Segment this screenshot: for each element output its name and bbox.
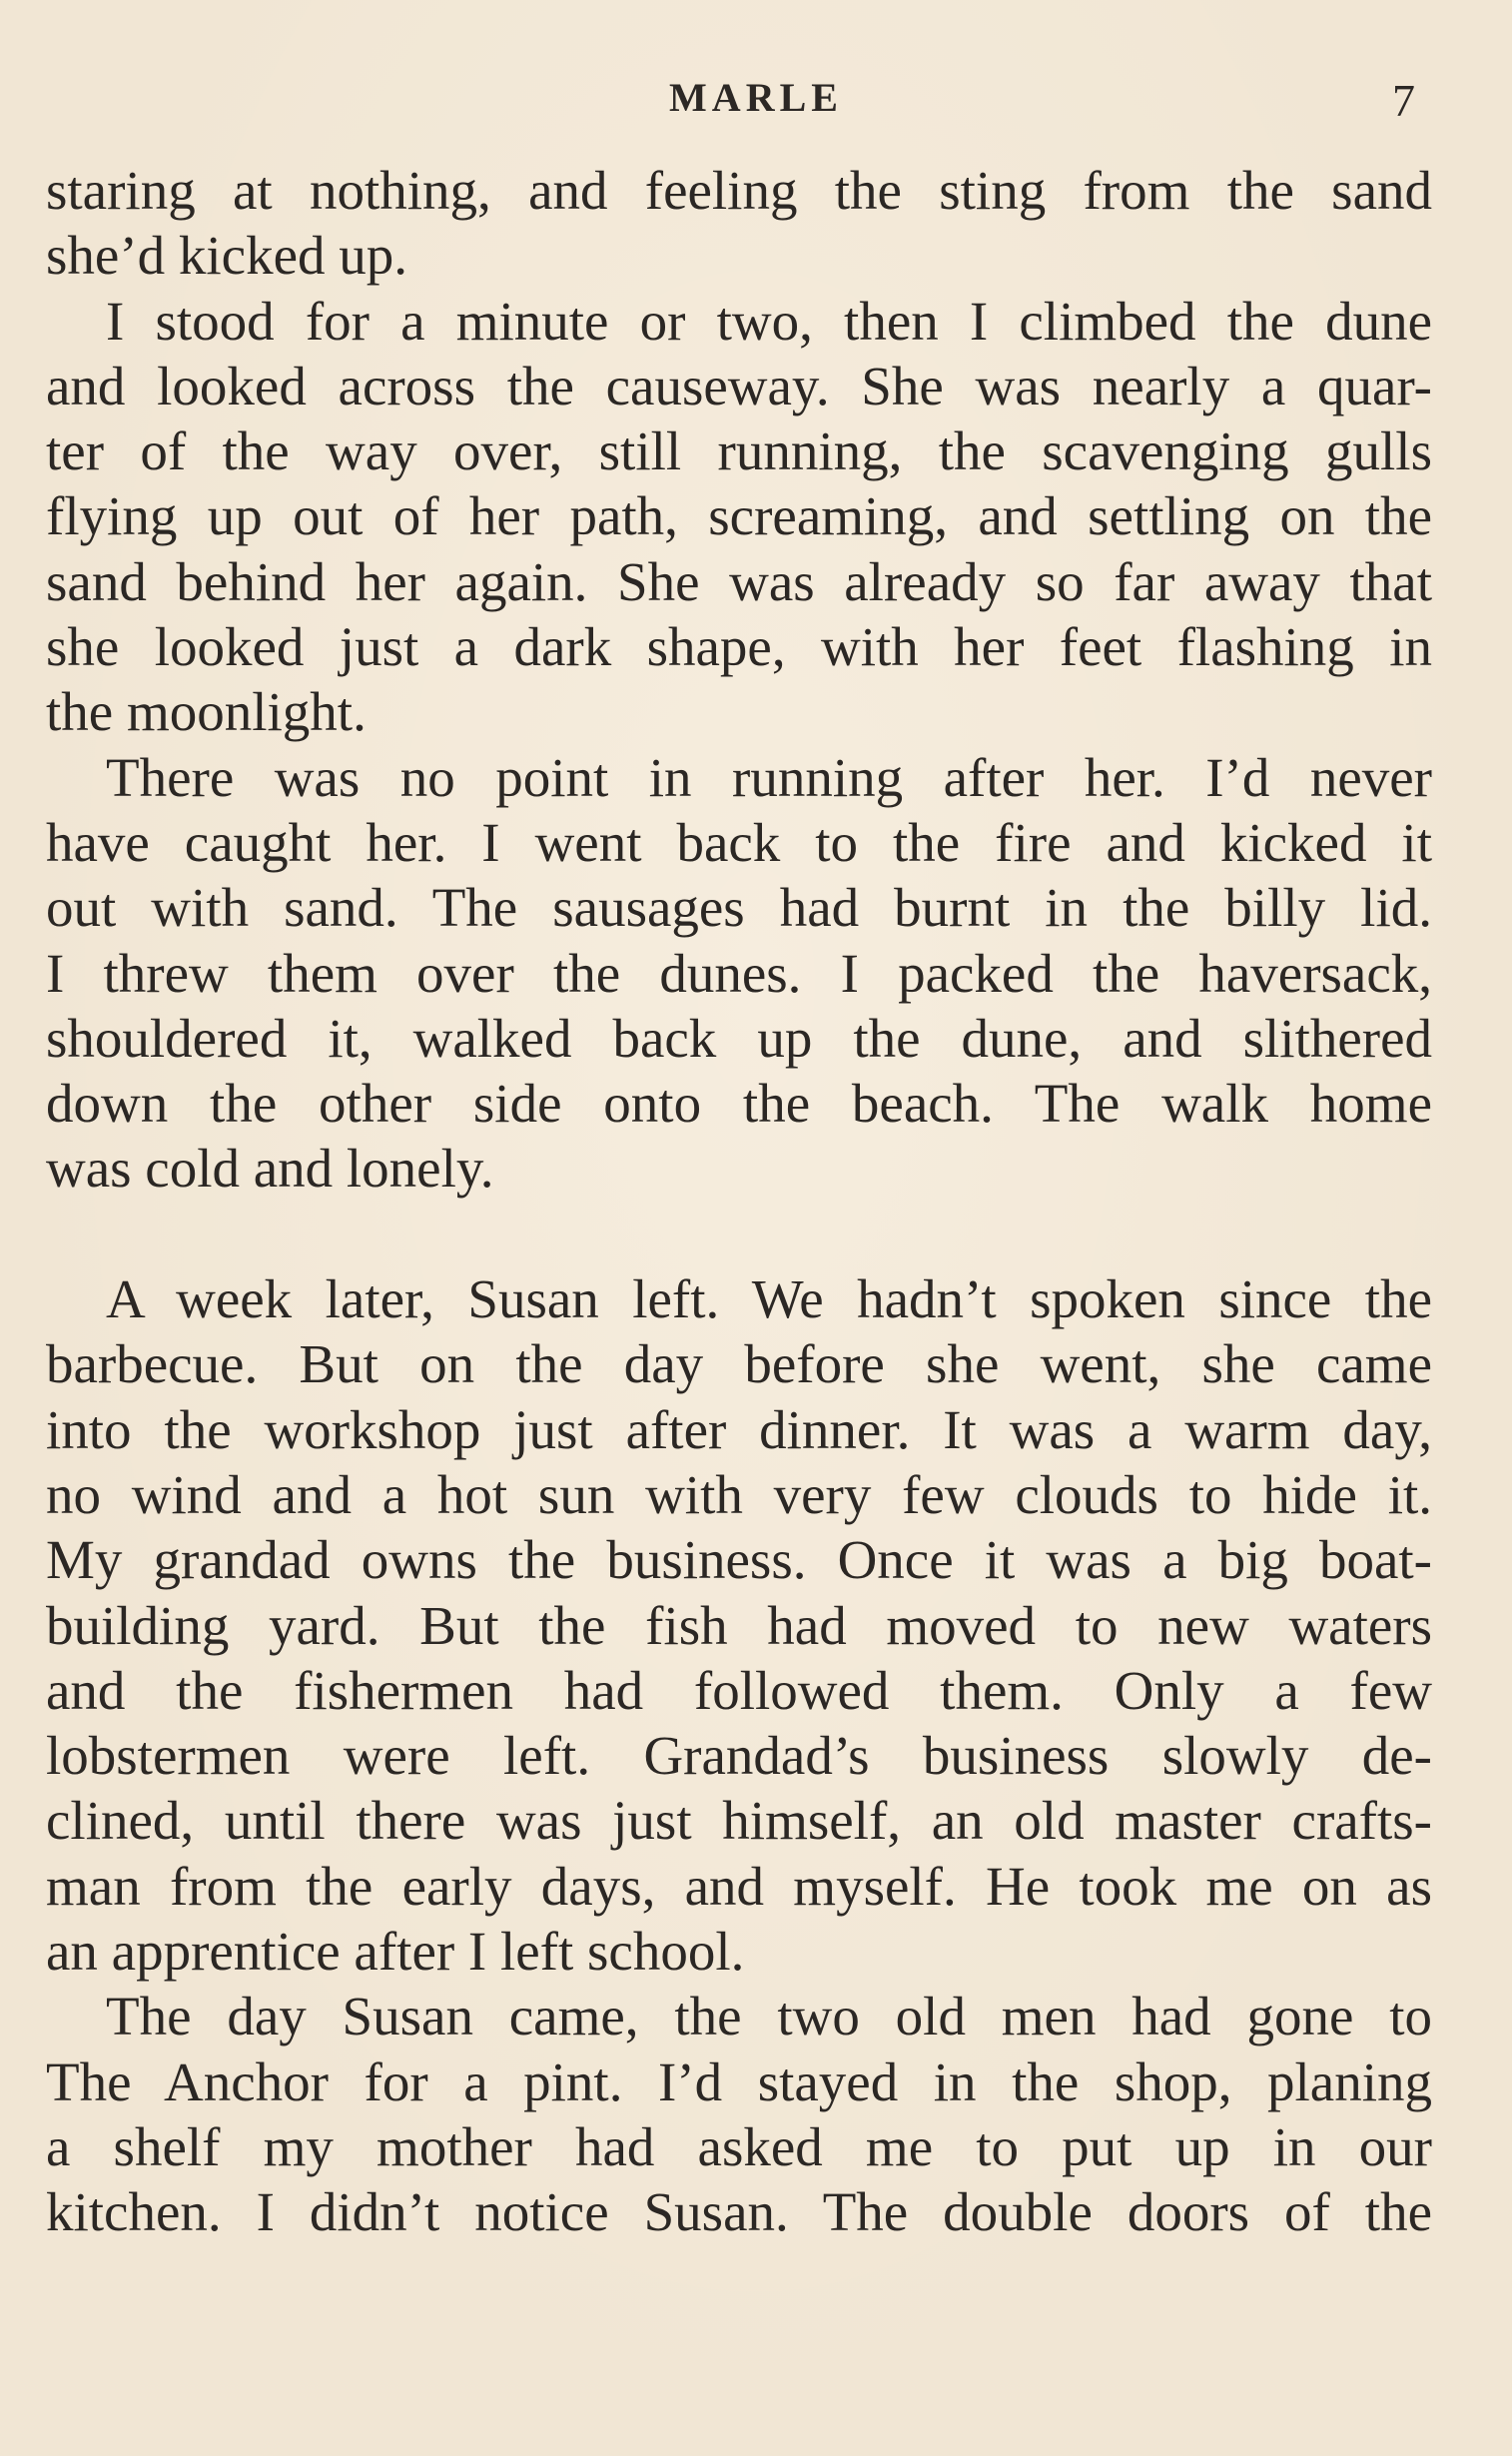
text-line: sand behind her again. She was already so far away that: [46, 550, 1432, 612]
text-line: and the fishermen had followed them. Only a few: [46, 1659, 1432, 1721]
paragraph: [46, 158, 1432, 289]
page-number: 7: [1392, 75, 1415, 126]
text-line: out with sand. The sausages had burnt in the billy lid.: [46, 877, 1432, 939]
text-line: clined, until there was just himself, an old master crafts-: [46, 1790, 1432, 1852]
text-line: a shelf my mother had asked me to put up in our: [46, 2115, 1432, 2177]
paragraph: [46, 745, 1432, 1202]
text-line: man from the early days, and myself. He took me on as: [46, 1855, 1432, 1917]
text-line: she looked just a dark shape, with her feet flashing in: [46, 616, 1432, 678]
text-line: down the other side onto the beach. The walk home: [46, 1073, 1432, 1135]
text-line: flying up out of her path, screaming, and settling on the: [46, 485, 1432, 547]
text-line: no wind and a hot sun with very few clouds to hide it.: [46, 1463, 1432, 1525]
text-line: staring at nothing, and feeling the sting from the sand: [46, 160, 1432, 221]
text-line: the moonlight.: [46, 681, 367, 743]
text-line: an apprentice after I left school.: [46, 1921, 745, 1983]
text-line: and looked across the causeway. She was nearly a quar-: [46, 355, 1432, 416]
text-line: building yard. But the fish had moved to new waters: [46, 1594, 1432, 1656]
text-line: A week later, Susan left. We hadn’t spoken since the: [106, 1268, 1432, 1330]
page-header: [0, 74, 1512, 134]
body-text: [46, 158, 1432, 2245]
text-line: into the workshop just after dinner. It was a warm day,: [46, 1398, 1432, 1460]
text-line: have caught her. I went back to the fire and kicked it: [46, 811, 1432, 873]
text-line: The Anchor for a pint. I’d stayed in the shop, planing: [46, 2050, 1432, 2112]
text-line: was cold and lonely.: [46, 1138, 494, 1200]
paragraph: [46, 1266, 1432, 1984]
text-line: I threw them over the dunes. I packed the haversack,: [46, 942, 1432, 1004]
text-line: The day Susan came, the two old men had gone to: [106, 1986, 1432, 2047]
text-line: shouldered it, walked back up the dune, and slithered: [46, 1007, 1432, 1069]
text-line: I stood for a minute or two, then I climbed the dune: [106, 290, 1432, 352]
paragraph: [46, 289, 1432, 745]
text-line: There was no point in running after her. I’d never: [106, 746, 1432, 808]
running-head: MARLE: [669, 75, 843, 120]
text-line: barbecue. But on the day before she went, she came: [46, 1333, 1432, 1395]
text-line: My grandad owns the business. Once it was a big boat-: [46, 1529, 1432, 1591]
text-line: lobstermen were left. Grandad’s business slowly de-: [46, 1725, 1432, 1787]
text-line: she’d kicked up.: [46, 225, 407, 287]
paragraph: [46, 1984, 1432, 2244]
text-line: kitchen. I didn’t notice Susan. The double doors of the: [46, 2181, 1432, 2243]
section-break: [46, 1202, 1432, 1266]
text-line: ter of the way over, still running, the scavenging gulls: [46, 420, 1432, 482]
